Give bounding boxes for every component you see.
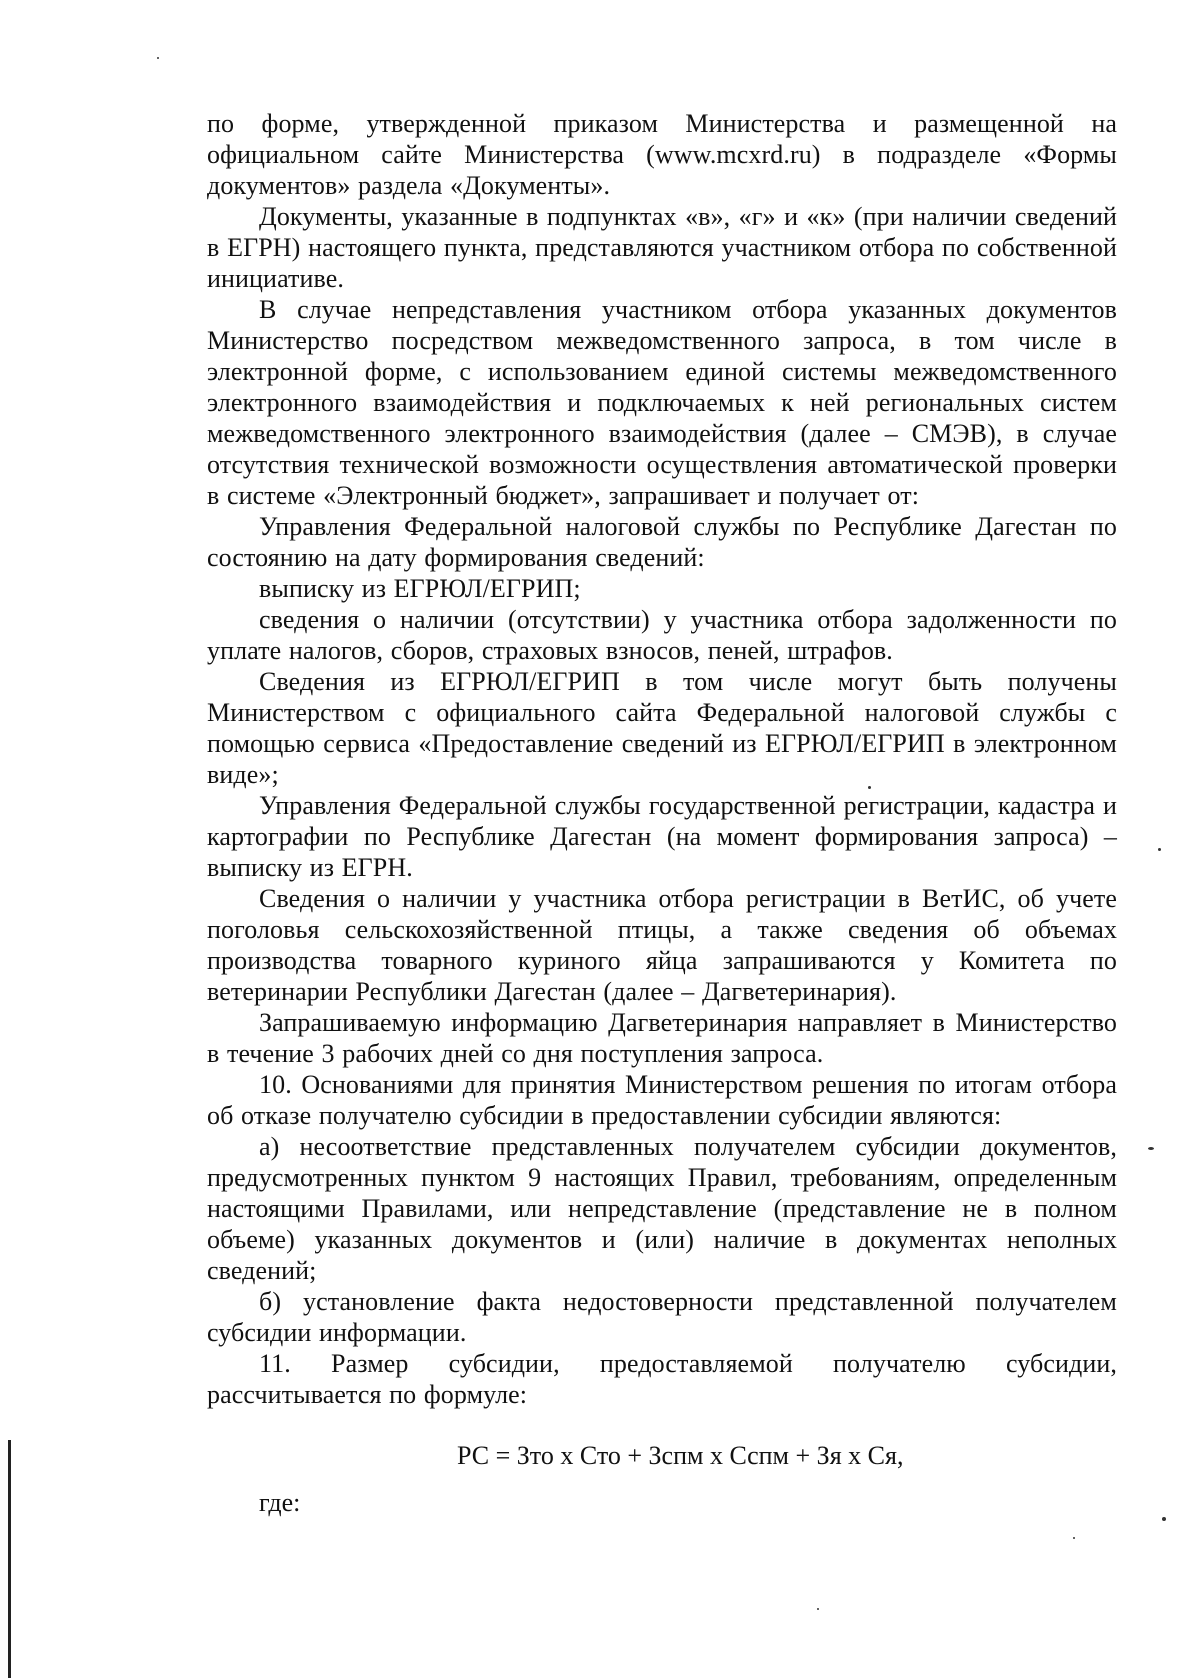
scan-speck [817, 1608, 819, 1610]
document-body [207, 108, 1117, 1518]
paragraph-registration-service: Управления Федеральной службы государственной регистрации, кадастра и картографии по Республике Дагестан (на момент формирования запроса) – выписку из ЕГРН. [207, 791, 1117, 882]
paragraph-optional-documents: Документы, указанные в подпунктах «в», «г» и «к» (при наличии сведений в ЕГРН) настоящего пункта, представляются участником отбора по собственной инициативе. [207, 202, 1117, 293]
subsidy-formula: РС = Зто х Сто + Зспм х Сспм + Зя х Ся, [457, 1441, 904, 1470]
paragraph-tax-service: Управления Федеральной налоговой службы по Республике Дагестан по состоянию на дату формирования сведений: [207, 512, 1117, 572]
paragraph-interagency-request: В случае непредставления участником отбора указанных документов Министерство посредством межведомственного запроса, в том числе в электронной форме, с использованием единой системы межведомственного электронного взаимодействия и подключаемых к ней региональных систем межведомственного электронного взаимодействия (далее – СМЭВ), в случае отсутствия технической возможности осуществления автоматической проверки в системе «Электронный бюджет», запрашивает и получает от: [207, 295, 1117, 510]
paragraph-vetis: Сведения о наличии у участника отбора регистрации в ВетИС, об учете поголовья сельскохозяйственной птицы, а также сведения об объемах производства товарного куриного яйца запрашиваются у Комитета по ветеринарии Республики Дагестан (далее – Дагветеринария). [207, 884, 1117, 1006]
scan-speck [1073, 1537, 1075, 1539]
paragraph-continuation: по форме, утвержденной приказом Министерства и размещенной на официальном сайте Министерства (www.mcxrd.ru) в подразделе «Формы документов» раздела «Документы». [207, 109, 1117, 200]
scan-speck [1158, 848, 1161, 851]
paragraph-item-11: 11. Размер субсидии, предоставляемой получателю субсидии, рассчитывается по формуле: [207, 1349, 1117, 1409]
scan-speck [1162, 1517, 1166, 1521]
scan-speck [1148, 1147, 1154, 1150]
formula-where-label: где: [259, 1488, 301, 1517]
paragraph-veterinary-response: Запрашиваемую информацию Дагветеринария направляет в Министерство в течение 3 рабочих дней со дня поступления запроса. [207, 1008, 1117, 1068]
scan-speck [157, 57, 159, 59]
paragraph-egrul-online: Сведения из ЕГРЮЛ/ЕГРИП в том числе могут быть получены Министерством с официального сайта Федеральной налоговой службы с помощью сервиса «Предоставление сведений из ЕГРЮЛ/ЕГРИП в электронном виде»; [207, 667, 1117, 789]
paragraph-item-10: 10. Основаниями для принятия Министерством решения по итогам отбора об отказе получателю субсидии в предоставлении субсидии являются: [207, 1070, 1117, 1130]
paragraph-item-10b: б) установление факта недостоверности представленной получателем субсидии информации. [207, 1287, 1117, 1347]
paragraph-tax-debt: сведения о наличии (отсутствии) у участника отбора задолженности по уплате налогов, сборов, страховых взносов, пеней, штрафов. [207, 605, 1117, 665]
scan-edge-line [8, 1440, 11, 1678]
paragraph-item-10a: а) несоответствие представленных получателем субсидии документов, предусмотренных пунктом 9 настоящих Правил, требованиям, определенным настоящими Правилами, или непредставление (представление не в полном объеме) указанных документов и (или) наличие в документах неполных сведений; [207, 1132, 1117, 1285]
paragraph-egrul-extract: выписку из ЕГРЮЛ/ЕГРИП; [259, 574, 581, 603]
